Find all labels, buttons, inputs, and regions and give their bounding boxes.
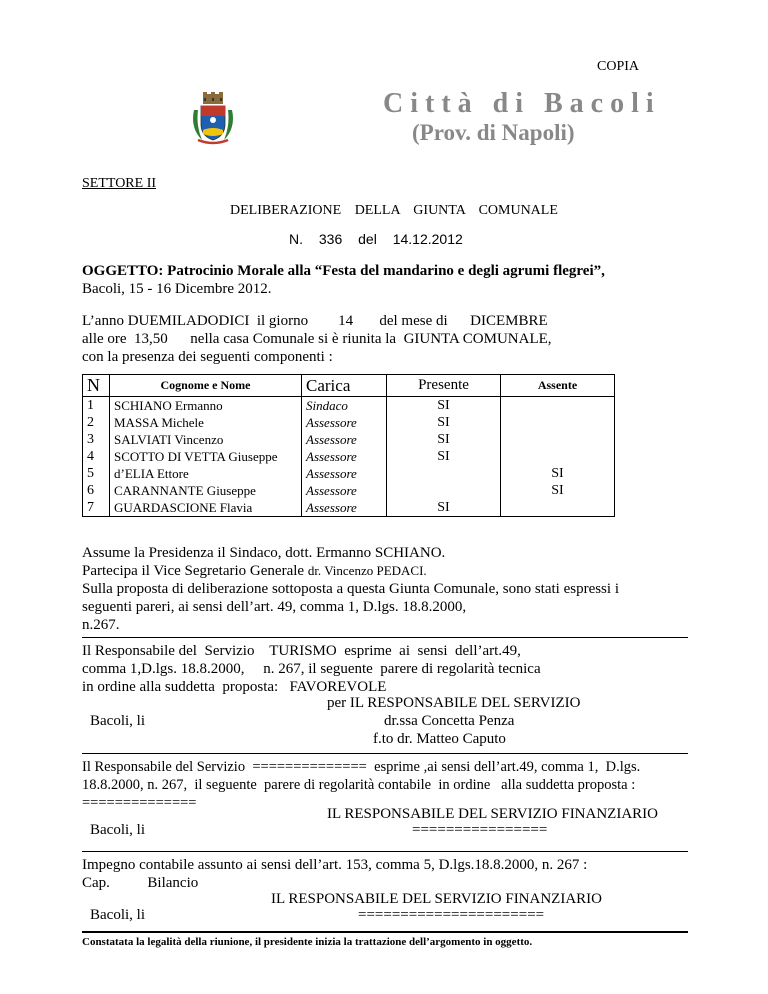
- copia-label: COPIA: [597, 59, 640, 74]
- table-row: [83, 414, 615, 431]
- row-number: 6: [83, 482, 110, 499]
- row-number: 2: [83, 414, 110, 431]
- divider: [82, 637, 688, 638]
- row-carica: Sindaco: [302, 397, 387, 415]
- footer-note: Constatata la legalità della riunione, il presidente inizia la trattazione dell’argomento in oggetto.: [82, 936, 533, 948]
- intro-line2: alle ore 13,50 nella casa Comunale si è riunita la GIUNTA COMUNALE,: [82, 331, 552, 347]
- table-row: [83, 431, 615, 448]
- parere-tecnico-line3: in ordine alla suddetta proposta: FAVOREVOLE: [82, 679, 387, 695]
- divider: [82, 851, 688, 852]
- row-carica: Assessore: [302, 414, 387, 431]
- row-carica: Assessore: [302, 499, 387, 517]
- row-name: d’ELIA Ettore: [110, 465, 302, 482]
- parere-contabile-sig: ================: [412, 822, 548, 838]
- parere-contabile: [82, 758, 640, 812]
- header-presente: Presente: [387, 375, 501, 397]
- row-presente: [387, 465, 501, 482]
- row-presente: SI: [387, 448, 501, 465]
- row-name: SCHIANO Ermanno: [110, 397, 302, 415]
- row-number: 1: [83, 397, 110, 415]
- intro-paragraph: [82, 312, 552, 366]
- parere-tecnico-name2: f.to dr. Matteo Caputo: [373, 731, 506, 747]
- row-assente: SI: [501, 465, 615, 482]
- components-table: [82, 374, 615, 517]
- province-title: (Prov. di Napoli): [412, 120, 575, 145]
- parere-tecnico: [82, 642, 541, 696]
- coat-of-arms-icon: [188, 92, 238, 146]
- impegno-line2: Cap. Bilancio: [82, 875, 199, 891]
- row-assente: [501, 448, 615, 465]
- delibera-number: N. 336 del 14.12.2012: [289, 231, 463, 247]
- row-number: 5: [83, 465, 110, 482]
- parere-tecnico-name1: dr.ssa Concetta Penza: [384, 713, 515, 729]
- parere-tecnico-resp: per IL RESPONSABILE DEL SERVIZIO: [327, 695, 581, 711]
- parere-contabile-line3: ==============: [82, 795, 197, 811]
- table-row: [83, 397, 615, 415]
- impegno-place: Bacoli, li: [90, 907, 145, 923]
- table-row: [83, 482, 615, 499]
- table-row: [83, 465, 615, 482]
- table-header-row: [83, 375, 615, 397]
- row-carica: Assessore: [302, 482, 387, 499]
- parere-contabile-resp: IL RESPONSABILE DEL SERVIZIO FINANZIARIO: [327, 806, 659, 822]
- row-presente: SI: [387, 414, 501, 431]
- row-assente: [501, 431, 615, 448]
- impegno-line1: Impegno contabile assunto ai sensi dell’art. 153, comma 5, D.lgs.18.8.2000, n. 267 :: [82, 857, 588, 873]
- delibera-title: DELIBERAZIONE DELLA GIUNTA COMUNALE: [230, 203, 558, 218]
- presidenza-line2b: dr. Vincenzo PEDACI.: [307, 563, 427, 578]
- divider: [82, 753, 688, 754]
- table-row: [83, 499, 615, 517]
- row-presente: SI: [387, 499, 501, 517]
- header-n: N: [83, 375, 110, 397]
- parere-contabile-place: Bacoli, li: [90, 822, 145, 838]
- settore-label: SETTORE II: [82, 176, 157, 191]
- impegno-resp: IL RESPONSABILE DEL SERVIZIO FINANZIARIO: [271, 891, 603, 907]
- divider: [82, 931, 688, 933]
- row-number: 3: [83, 431, 110, 448]
- row-presente: [387, 482, 501, 499]
- oggetto-label: OGGETTO: Patrocinio Morale alla “Festa del mandarino e degli agrumi flegrei”,: [82, 263, 605, 279]
- header-assente: Assente: [501, 375, 615, 397]
- parere-contabile-line2: 18.8.2000, n. 267, il seguente parere di regolarità contabile in ordine alla suddetta proposta :: [82, 777, 636, 793]
- row-name: SCOTTO DI VETTA Giuseppe: [110, 448, 302, 465]
- oggetto: [82, 262, 682, 298]
- row-carica: Assessore: [302, 431, 387, 448]
- parere-tecnico-line2: comma 1,D.lgs. 18.8.2000, n. 267, il seguente parere di regolarità tecnica: [82, 661, 541, 677]
- intro-line1: L’anno DUEMILADODICI il giorno 14 del mese di DICEMBRE: [82, 313, 548, 329]
- impegno-sig: ======================: [358, 907, 545, 923]
- intro-line3: con la presenza dei seguenti componenti :: [82, 349, 333, 365]
- row-number: 7: [83, 499, 110, 517]
- city-title: Città di Bacoli: [383, 88, 661, 119]
- parere-tecnico-line1: Il Responsabile del Servizio TURISMO esprime ai sensi dell’art.49,: [82, 643, 521, 659]
- row-carica: Assessore: [302, 448, 387, 465]
- presidenza-line4: seguenti pareri, ai sensi dell’art. 49, comma 1, D.lgs. 18.8.2000,: [82, 599, 467, 615]
- presidenza-line2a: Partecipa il Vice Segretario Generale: [82, 563, 308, 579]
- row-presente: SI: [387, 397, 501, 415]
- row-name: SALVIATI Vincenzo: [110, 431, 302, 448]
- header-name: Cognome e Nome: [110, 375, 302, 397]
- header-carica: Carica: [302, 375, 387, 397]
- row-assente: [501, 414, 615, 431]
- row-name: GUARDASCIONE Flavia: [110, 499, 302, 517]
- row-carica: Assessore: [302, 465, 387, 482]
- row-name: MASSA Michele: [110, 414, 302, 431]
- row-assente: [501, 499, 615, 517]
- row-name: CARANNANTE Giuseppe: [110, 482, 302, 499]
- oggetto-line2: Bacoli, 15 - 16 Dicembre 2012.: [82, 281, 272, 297]
- presidenza-line5: n.267.: [82, 617, 120, 633]
- row-assente: SI: [501, 482, 615, 499]
- impegno: [82, 856, 587, 892]
- row-presente: SI: [387, 431, 501, 448]
- row-number: 4: [83, 448, 110, 465]
- row-assente: [501, 397, 615, 415]
- presidenza-line1: Assume la Presidenza il Sindaco, dott. Ermanno SCHIANO.: [82, 545, 446, 561]
- presidenza-line3: Sulla proposta di deliberazione sottoposta a questa Giunta Comunale, sono stati espressi i: [82, 581, 619, 597]
- presidenza-paragraph: [82, 544, 692, 634]
- parere-tecnico-place: Bacoli, li: [90, 713, 145, 729]
- parere-contabile-line1: Il Responsabile del Servizio ============== esprime ,ai sensi dell’art.49, comma 1, D.lgs.: [82, 759, 641, 775]
- table-row: [83, 448, 615, 465]
